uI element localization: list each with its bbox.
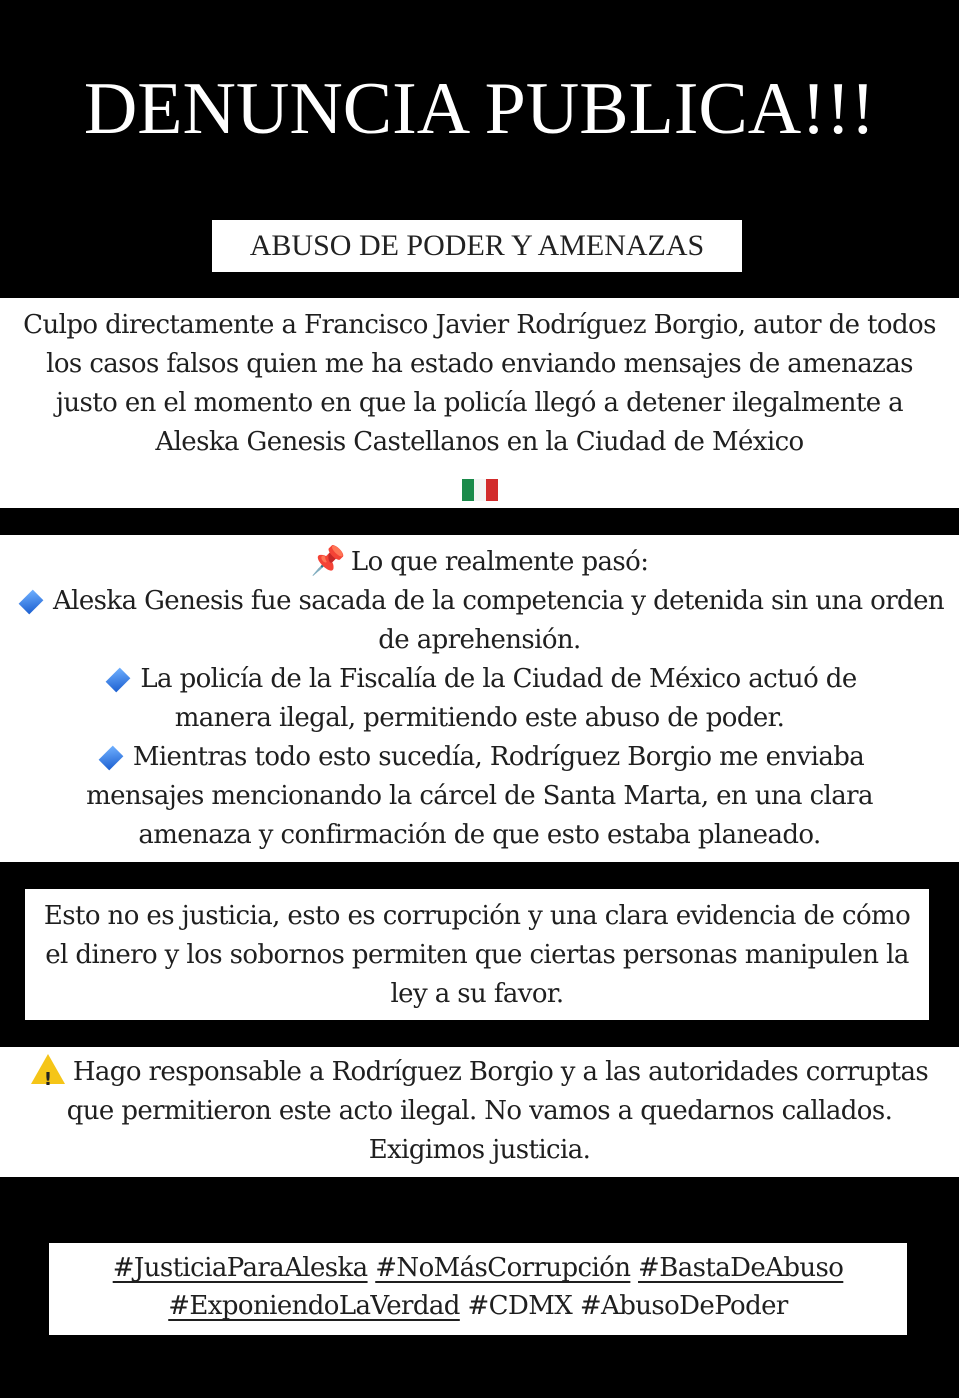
hashtag-link[interactable]: #ExponiendoLaVerdad — [168, 1291, 460, 1321]
what-happened-heading — [0, 541, 959, 582]
blue-diamond-icon — [106, 668, 131, 693]
blue-diamond-icon — [98, 746, 123, 771]
warning-text: Hago responsable a Rodríguez Borgio y a las autoridades corruptas que permitieron este acto ilegal. No vamos a quedarnos callados. Exigimos justicia. — [66, 1057, 929, 1165]
intro-text: Culpo directamente a Francisco Javier Rodríguez Borgio, autor de todos los casos falsos quien me ha estado enviando mensajes de amenazas justo en el momento en que la policía llegó a detener ilegalmente a Aleska Genesis Castellanos en la Ciudad de México — [23, 310, 936, 457]
what-happened-box — [0, 535, 959, 862]
statement-text: Esto no es justicia, esto es corrupción y una clara evidencia de cómo el dinero y los sobornos permiten que ciertas personas manipulen la ley a su favor. — [43, 901, 911, 1009]
hashtags-box — [49, 1243, 907, 1335]
page-title: DENUNCIA PUBLICA!!! — [83, 68, 876, 150]
pushpin-icon: 📌 — [310, 544, 345, 577]
bullet-text: Mientras todo esto sucedía, Rodríguez Borgio me enviaba mensajes mencionando la cárcel de Santa Marta, en una clara amenaza y confirmación de que esto estaba planeado. — [86, 742, 873, 850]
hashtag-link[interactable]: #JusticiaParaAleska — [112, 1253, 368, 1283]
warning-paragraph — [0, 1053, 959, 1170]
mexico-flag-icon — [462, 474, 498, 496]
bullet-item — [0, 738, 959, 855]
statement-box — [25, 889, 929, 1020]
blue-diamond-icon — [19, 590, 44, 615]
warning-icon: ! — [31, 1054, 65, 1084]
bullet-text: Aleska Genesis fue sacada de la competencia y detenida sin una orden de aprehensión. — [53, 586, 944, 655]
bullet-text: La policía de la Fiscalía de la Ciudad de México actuó de manera ilegal, permitiendo este abuso de poder. — [140, 664, 857, 733]
intro-box — [0, 298, 959, 508]
heading-text: Lo que realmente pasó: — [350, 547, 649, 577]
hashtag-link[interactable]: #CDMX — [467, 1291, 573, 1321]
hashtag-link[interactable]: #NoMásCorrupción — [375, 1253, 631, 1283]
bullet-item — [0, 582, 959, 660]
hashtag-link[interactable]: #BastaDeAbuso — [638, 1253, 844, 1283]
hashtag-link[interactable]: #AbusoDePoder — [579, 1291, 788, 1321]
subtitle-banner: ABUSO DE PODER Y AMENAZAS — [212, 220, 742, 272]
bullet-item — [0, 660, 959, 738]
hashtags-line — [49, 1249, 907, 1325]
warning-box — [0, 1047, 959, 1177]
